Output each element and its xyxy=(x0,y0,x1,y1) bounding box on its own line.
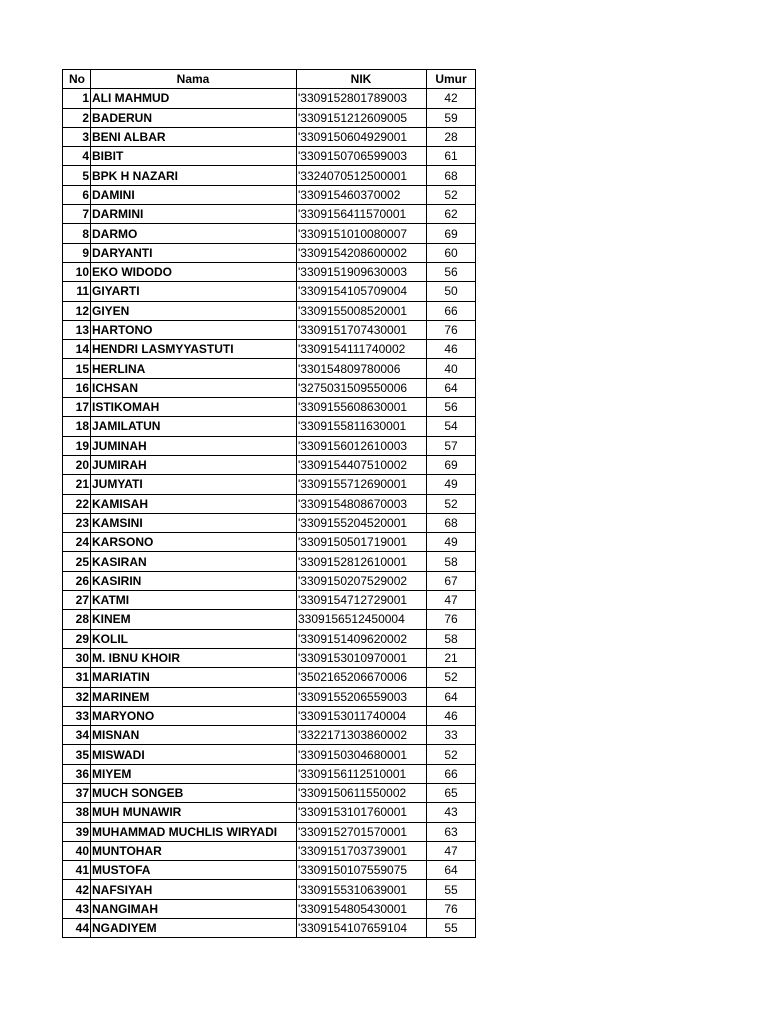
cell-umur[interactable]: 57 xyxy=(427,436,476,455)
table-row xyxy=(63,610,476,629)
cell-nama[interactable]: DARYANTI xyxy=(91,243,297,262)
table-row xyxy=(63,648,476,667)
cell-umur[interactable]: 67 xyxy=(427,571,476,590)
cell-nama[interactable]: BENI ALBAR xyxy=(91,127,297,146)
cell-nama[interactable]: MISWADI xyxy=(91,745,297,764)
cell-nama[interactable]: JUMINAH xyxy=(91,436,297,455)
cell-nik[interactable]: '3309152812610001 xyxy=(297,552,427,571)
cell-nik[interactable]: '3309155712690001 xyxy=(297,475,427,494)
table-row xyxy=(63,726,476,745)
table-row xyxy=(63,764,476,783)
cell-no[interactable]: 26 xyxy=(63,571,91,590)
cell-umur[interactable]: 58 xyxy=(427,629,476,648)
table-row xyxy=(63,571,476,590)
cell-no[interactable]: 22 xyxy=(63,494,91,513)
table-row xyxy=(63,861,476,880)
cell-no[interactable]: 4 xyxy=(63,147,91,166)
cell-nik[interactable]: '3275031509550006 xyxy=(297,378,427,397)
cell-umur[interactable]: 21 xyxy=(427,648,476,667)
table-body xyxy=(63,89,476,938)
cell-no[interactable]: 40 xyxy=(63,841,91,860)
table-row xyxy=(63,359,476,378)
cell-no[interactable]: 6 xyxy=(63,185,91,204)
cell-nama[interactable]: KASIRAN xyxy=(91,552,297,571)
cell-nama[interactable]: KINEM xyxy=(91,610,297,629)
cell-nik[interactable]: '3309151010080007 xyxy=(297,224,427,243)
cell-nama[interactable]: HENDRI LASMYYASTUTI xyxy=(91,340,297,359)
cell-nama[interactable]: JAMILATUN xyxy=(91,417,297,436)
table-row xyxy=(63,378,476,397)
cell-nik[interactable]: '3322171303860002 xyxy=(297,726,427,745)
cell-nama[interactable]: NGADIYEM xyxy=(91,919,297,938)
cell-no[interactable]: 36 xyxy=(63,764,91,783)
cell-umur[interactable]: 64 xyxy=(427,378,476,397)
cell-no[interactable]: 39 xyxy=(63,822,91,841)
table-row xyxy=(63,89,476,108)
cell-no[interactable]: 34 xyxy=(63,726,91,745)
cell-nik[interactable]: '3309151212609005 xyxy=(297,108,427,127)
cell-no[interactable]: 25 xyxy=(63,552,91,571)
table-row xyxy=(63,166,476,185)
cell-nik[interactable]: '3324070512500001 xyxy=(297,166,427,185)
cell-no[interactable]: 9 xyxy=(63,243,91,262)
table-row xyxy=(63,262,476,281)
cell-no[interactable]: 3 xyxy=(63,127,91,146)
cell-umur[interactable]: 46 xyxy=(427,340,476,359)
column-header-nama[interactable]: Nama xyxy=(91,70,297,89)
cell-nik[interactable]: '3309156112510001 xyxy=(297,764,427,783)
table-row xyxy=(63,533,476,552)
cell-no[interactable]: 38 xyxy=(63,803,91,822)
cell-no[interactable]: 18 xyxy=(63,417,91,436)
cell-umur[interactable]: 69 xyxy=(427,224,476,243)
cell-no[interactable]: 43 xyxy=(63,899,91,918)
table-row xyxy=(63,205,476,224)
table-row xyxy=(63,822,476,841)
cell-nama[interactable]: MUH MUNAWIR xyxy=(91,803,297,822)
column-header-umur[interactable]: Umur xyxy=(427,70,476,89)
cell-no[interactable]: 8 xyxy=(63,224,91,243)
cell-no[interactable]: 19 xyxy=(63,436,91,455)
cell-no[interactable]: 44 xyxy=(63,919,91,938)
cell-umur[interactable]: 47 xyxy=(427,841,476,860)
cell-umur[interactable]: 59 xyxy=(427,108,476,127)
cell-nik[interactable]: '330915460370002 xyxy=(297,185,427,204)
cell-nik[interactable]: '3309155008520001 xyxy=(297,301,427,320)
cell-nik[interactable]: '3309151409620002 xyxy=(297,629,427,648)
cell-nama[interactable]: MISNAN xyxy=(91,726,297,745)
cell-nama[interactable]: DARMO xyxy=(91,224,297,243)
cell-nama[interactable]: HERLINA xyxy=(91,359,297,378)
table-row xyxy=(63,108,476,127)
table-row xyxy=(63,475,476,494)
cell-umur[interactable]: 66 xyxy=(427,301,476,320)
cell-nama[interactable]: HARTONO xyxy=(91,320,297,339)
cell-nama[interactable]: MARINEM xyxy=(91,687,297,706)
cell-umur[interactable]: 56 xyxy=(427,398,476,417)
cell-umur[interactable]: 64 xyxy=(427,861,476,880)
cell-no[interactable]: 28 xyxy=(63,610,91,629)
cell-nama[interactable]: GIYEN xyxy=(91,301,297,320)
cell-nik[interactable]: '3309152701570001 xyxy=(297,822,427,841)
cell-nama[interactable]: KATMI xyxy=(91,591,297,610)
table-row xyxy=(63,513,476,532)
cell-no[interactable]: 13 xyxy=(63,320,91,339)
cell-umur[interactable]: 52 xyxy=(427,668,476,687)
cell-umur[interactable]: 62 xyxy=(427,205,476,224)
cell-umur[interactable]: 54 xyxy=(427,417,476,436)
column-header-nik[interactable]: NIK xyxy=(297,70,427,89)
cell-umur[interactable]: 52 xyxy=(427,494,476,513)
cell-umur[interactable]: 69 xyxy=(427,455,476,474)
table-row xyxy=(63,282,476,301)
cell-nama[interactable]: KAMSINI xyxy=(91,513,297,532)
cell-no[interactable]: 29 xyxy=(63,629,91,648)
cell-nama[interactable]: NANGIMAH xyxy=(91,899,297,918)
table-row xyxy=(63,455,476,474)
cell-no[interactable]: 16 xyxy=(63,378,91,397)
cell-no[interactable]: 14 xyxy=(63,340,91,359)
cell-no[interactable]: 32 xyxy=(63,687,91,706)
cell-umur[interactable]: 43 xyxy=(427,803,476,822)
cell-no[interactable]: 5 xyxy=(63,166,91,185)
cell-nik[interactable]: '3309151703739001 xyxy=(297,841,427,860)
cell-umur[interactable]: 76 xyxy=(427,320,476,339)
table-row xyxy=(63,880,476,899)
table-row xyxy=(63,687,476,706)
table-row xyxy=(63,301,476,320)
cell-umur[interactable]: 56 xyxy=(427,262,476,281)
table-row xyxy=(63,841,476,860)
cell-nik[interactable]: '3309151707430001 xyxy=(297,320,427,339)
cell-nama[interactable]: MUNTOHAR xyxy=(91,841,297,860)
cell-nama[interactable]: JUMIRAH xyxy=(91,455,297,474)
cell-nama[interactable]: MARIATIN xyxy=(91,668,297,687)
cell-nik[interactable]: '3309152801789003 xyxy=(297,89,427,108)
cell-no[interactable]: 21 xyxy=(63,475,91,494)
cell-nik[interactable]: '3309156411570001 xyxy=(297,205,427,224)
cell-nik[interactable]: '3309155310639001 xyxy=(297,880,427,899)
cell-nama[interactable]: BPK H NAZARI xyxy=(91,166,297,185)
cell-no[interactable]: 35 xyxy=(63,745,91,764)
cell-no[interactable]: 12 xyxy=(63,301,91,320)
cell-no[interactable]: 17 xyxy=(63,398,91,417)
header-row xyxy=(63,70,476,89)
cell-umur[interactable]: 60 xyxy=(427,243,476,262)
cell-nik[interactable]: '3309154805430001 xyxy=(297,899,427,918)
cell-umur[interactable]: 61 xyxy=(427,147,476,166)
cell-nama[interactable]: BIBIT xyxy=(91,147,297,166)
table-row xyxy=(63,340,476,359)
cell-umur[interactable]: 65 xyxy=(427,783,476,802)
table-row xyxy=(63,320,476,339)
cell-umur[interactable]: 64 xyxy=(427,687,476,706)
cell-nama[interactable]: JUMYATI xyxy=(91,475,297,494)
cell-nama[interactable]: KAMISAH xyxy=(91,494,297,513)
cell-umur[interactable]: 28 xyxy=(427,127,476,146)
cell-nik[interactable]: '3309150604929001 xyxy=(297,127,427,146)
cell-no[interactable]: 30 xyxy=(63,648,91,667)
cell-nama[interactable]: KOLIL xyxy=(91,629,297,648)
cell-umur[interactable]: 40 xyxy=(427,359,476,378)
cell-nama[interactable]: MIYEM xyxy=(91,764,297,783)
cell-nik[interactable]: '3309154712729001 xyxy=(297,591,427,610)
cell-no[interactable]: 31 xyxy=(63,668,91,687)
table-row xyxy=(63,745,476,764)
cell-umur[interactable]: 55 xyxy=(427,880,476,899)
table-row xyxy=(63,147,476,166)
table-row xyxy=(63,224,476,243)
table-row xyxy=(63,398,476,417)
cell-umur[interactable]: 68 xyxy=(427,513,476,532)
table-row xyxy=(63,417,476,436)
cell-nik[interactable]: '3309150611550002 xyxy=(297,783,427,802)
cell-nama[interactable]: MUSTOFA xyxy=(91,861,297,880)
cell-nik[interactable]: '3309155206559003 xyxy=(297,687,427,706)
cell-nama[interactable]: BADERUN xyxy=(91,108,297,127)
cell-nik[interactable]: '3309154111740002 xyxy=(297,340,427,359)
cell-umur[interactable]: 42 xyxy=(427,89,476,108)
cell-umur[interactable]: 47 xyxy=(427,591,476,610)
cell-umur[interactable]: 63 xyxy=(427,822,476,841)
cell-nama[interactable]: DAMINI xyxy=(91,185,297,204)
table-row xyxy=(63,552,476,571)
spreadsheet-page xyxy=(62,69,476,938)
cell-nama[interactable]: M. IBNU KHOIR xyxy=(91,648,297,667)
cell-no[interactable]: 42 xyxy=(63,880,91,899)
cell-no[interactable]: 2 xyxy=(63,108,91,127)
cell-no[interactable]: 33 xyxy=(63,706,91,725)
cell-umur[interactable]: 68 xyxy=(427,166,476,185)
table-row xyxy=(63,919,476,938)
cell-no[interactable]: 20 xyxy=(63,455,91,474)
cell-nama[interactable]: KASIRIN xyxy=(91,571,297,590)
cell-umur[interactable]: 49 xyxy=(427,475,476,494)
cell-nama[interactable]: GIYARTI xyxy=(91,282,297,301)
data-table xyxy=(62,69,476,938)
cell-no[interactable]: 1 xyxy=(63,89,91,108)
cell-nama[interactable]: MUHAMMAD MUCHLIS WIRYADI xyxy=(91,822,297,841)
cell-nik[interactable]: '3309155811630001 xyxy=(297,417,427,436)
cell-nik[interactable]: '3309150501719001 xyxy=(297,533,427,552)
cell-nama[interactable]: DARMINI xyxy=(91,205,297,224)
cell-nik[interactable]: '3502165206670006 xyxy=(297,668,427,687)
table-row xyxy=(63,629,476,648)
cell-nik[interactable]: '3309154105709004 xyxy=(297,282,427,301)
cell-nik[interactable]: '3309150304680001 xyxy=(297,745,427,764)
table-row xyxy=(63,243,476,262)
cell-nik[interactable]: '3309153010970001 xyxy=(297,648,427,667)
cell-nik[interactable]: '3309153101760001 xyxy=(297,803,427,822)
cell-no[interactable]: 11 xyxy=(63,282,91,301)
cell-no[interactable]: 23 xyxy=(63,513,91,532)
cell-no[interactable]: 27 xyxy=(63,591,91,610)
table-row xyxy=(63,899,476,918)
cell-nik[interactable]: '3309154107659104 xyxy=(297,919,427,938)
cell-nama[interactable]: MARYONO xyxy=(91,706,297,725)
cell-no[interactable]: 15 xyxy=(63,359,91,378)
table-row xyxy=(63,706,476,725)
cell-umur[interactable]: 49 xyxy=(427,533,476,552)
cell-no[interactable]: 24 xyxy=(63,533,91,552)
cell-umur[interactable]: 46 xyxy=(427,706,476,725)
cell-no[interactable]: 10 xyxy=(63,262,91,281)
cell-no[interactable]: 41 xyxy=(63,861,91,880)
cell-nik[interactable]: '3309156012610003 xyxy=(297,436,427,455)
cell-nik[interactable]: '3309150207529002 xyxy=(297,571,427,590)
cell-no[interactable]: 7 xyxy=(63,205,91,224)
cell-nama[interactable]: ICHSAN xyxy=(91,378,297,397)
cell-nik[interactable]: '3309155204520001 xyxy=(297,513,427,532)
cell-nama[interactable]: NAFSIYAH xyxy=(91,880,297,899)
cell-nik[interactable]: '3309150107559075 xyxy=(297,861,427,880)
cell-umur[interactable]: 33 xyxy=(427,726,476,745)
cell-nik[interactable]: '3309153011740004 xyxy=(297,706,427,725)
table-row xyxy=(63,127,476,146)
cell-nik[interactable]: '3309154808670003 xyxy=(297,494,427,513)
table-row xyxy=(63,803,476,822)
cell-umur[interactable]: 50 xyxy=(427,282,476,301)
cell-umur[interactable]: 76 xyxy=(427,899,476,918)
cell-umur[interactable]: 55 xyxy=(427,919,476,938)
cell-umur[interactable]: 52 xyxy=(427,185,476,204)
cell-umur[interactable]: 58 xyxy=(427,552,476,571)
table-row xyxy=(63,668,476,687)
cell-nik[interactable]: '330154809780006 xyxy=(297,359,427,378)
cell-nik[interactable]: '3309155608630001 xyxy=(297,398,427,417)
cell-nama[interactable]: KARSONO xyxy=(91,533,297,552)
table-row xyxy=(63,185,476,204)
cell-nama[interactable]: ALI MAHMUD xyxy=(91,89,297,108)
table-row xyxy=(63,783,476,802)
table-row xyxy=(63,436,476,455)
table-row xyxy=(63,591,476,610)
table-row xyxy=(63,494,476,513)
column-header-no[interactable]: No xyxy=(63,70,91,89)
cell-nik[interactable]: '3309154407510002 xyxy=(297,455,427,474)
cell-umur[interactable]: 52 xyxy=(427,745,476,764)
cell-nik[interactable]: '3309154208600002 xyxy=(297,243,427,262)
cell-no[interactable]: 37 xyxy=(63,783,91,802)
cell-umur[interactable]: 76 xyxy=(427,610,476,629)
cell-nik[interactable]: '3309150706599003 xyxy=(297,147,427,166)
cell-umur[interactable]: 66 xyxy=(427,764,476,783)
cell-nama[interactable]: ISTIKOMAH xyxy=(91,398,297,417)
cell-nik[interactable]: 3309156512450004 xyxy=(297,610,427,629)
cell-nik[interactable]: '3309151909630003 xyxy=(297,262,427,281)
cell-nama[interactable]: EKO WIDODO xyxy=(91,262,297,281)
cell-nama[interactable]: MUCH SONGEB xyxy=(91,783,297,802)
